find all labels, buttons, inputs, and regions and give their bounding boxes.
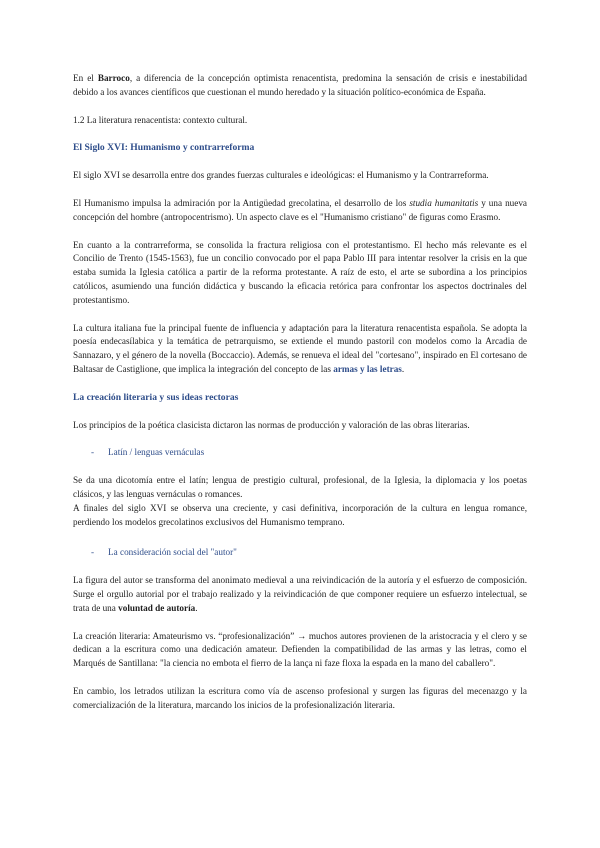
text-run: , a diferencia de la concepción optimista renacentista, predomina la sensación de crisis e inestabilidad debido a los avances científicos que cuestionan el mundo heredado y la situación político-económica de España. [73, 73, 527, 97]
paragraph-siglo-xvi: El siglo XVI se desarrolla entre dos grandes fuerzas culturales e ideológicas: el Humanismo y la Contrarreforma. [73, 170, 489, 181]
bullet-consideracion-autor [73, 546, 527, 560]
paragraph-humanismo [73, 197, 527, 225]
bold-term-barroco: Barroco [97, 73, 130, 83]
paragraph-dicotomia: Se da una dicotomía entre el latín; lengua de prestigio cultural, profesional, de la Iglesia, la diplomacia y los poetas clásicos, y las lenguas vernáculas o romances. [73, 475, 527, 499]
paragraph-figura-autor [73, 574, 527, 615]
document-body [73, 72, 527, 727]
heading-creacion-literaria: La creación literaria y sus ideas rectoras [73, 391, 239, 403]
paragraph-amateurismo: La creación literaria: Amateurismo vs. “profesionalización” → muchos autores provienen de la aristocracia y el clero y se dedican a la escritura como una dedicación amateur. Defienden la compatibilidad de las armas y las letras, como el Marqués de Santillana: "la ciencia no embota el fierro de la lança ni faze floxa la espada en la mano del caballero". [73, 630, 527, 669]
paragraph-barroco [73, 72, 527, 100]
bullet-dash: - [91, 447, 95, 458]
paragraph-finales-siglo: A finales del siglo XVI se observa una creciente, y casi definitiva, incorporación de la cultura en lengua romance, perdiendo los modelos grecolatinos exclusivos del Humanismo temprano. [73, 502, 527, 527]
text-run: La figura del autor se transforma del anonimato medieval a una reivindicación de la autoría y el esfuerzo de composición. Surge el orgullo autorial por el trabajo realizado y la reivindicación de que componer requiere un esfuerzo intelectual, se trata de una [73, 575, 527, 613]
paragraph-contrarreforma: En cuanto a la contrarreforma, se consolida la fractura religiosa con el protestantismo. El hecho más relevante es el Concilio de Trento (1545-1563), fue un concilio convocado por el papa Pablo III para intentar resolver la crisis en la que estaba sumida la Iglesia católica a partir de la reforma protestante. A raíz de esto, el arte se subordina a los principios católicos, asumiendo una función didáctica y buscando la eficacia retórica para confrontar los aspectos doctrinales del protestantismo. [73, 239, 527, 305]
paragraph-poetica: Los principios de la poética clasicista dictaron las normas de producción y valoración de las obras literarias. [73, 419, 470, 430]
text-run: . [195, 602, 198, 613]
bullet-dash: - [91, 547, 95, 558]
bullet-latin-lenguas [73, 446, 527, 460]
text-run: y una nueva concepción del hombre (antropocentrismo). Un aspecto clave es el "Humanismo cristiano" de figuras como Erasmo. [73, 197, 528, 222]
italic-term-studia: studia humanitatis [409, 197, 479, 208]
paragraph-letrados: En cambio, los letrados utilizan la escritura como vía de ascenso profesional y surgen las figuras del mecenazgo y la comercialización de la literatura, marcando los inicios de la profesionalización literaria. [73, 685, 527, 710]
text-run: En el [73, 73, 98, 83]
heading-siglo-xvi: El Siglo XVI: Humanismo y contrarreforma [73, 142, 255, 154]
text-run: . [401, 363, 405, 374]
paragraph-cultura-italiana [73, 322, 527, 377]
section-number-heading: 1.2 La literatura renacentista: contexto cultural. [73, 114, 248, 125]
bullet-label: Latín / lenguas vernáculas [108, 447, 205, 458]
text-run: La cultura italiana fue la principal fuente de influencia y adaptación para la literatura renacentista española. Se adopta la poesía endecasílabica y la temática de petrarquismo, se extiende el mundo pastoril con modelos como la Arcadia de Sannazaro, y el género de la novella (Boccaccio). Además, se renueva el ideal del "cortesano", inspirado en El cortesano de Baltasar de Castiglione, que implica la integración del concepto de las [73, 322, 527, 374]
bold-term-voluntad: voluntad de autoría [118, 602, 196, 613]
bold-term-armas-letras: armas y las letras [333, 363, 402, 374]
text-run: El Humanismo impulsa la admiración por la Antigüedad grecolatina, el desarrollo de los [73, 197, 410, 208]
bullet-label: La consideración social del "autor" [108, 547, 237, 558]
